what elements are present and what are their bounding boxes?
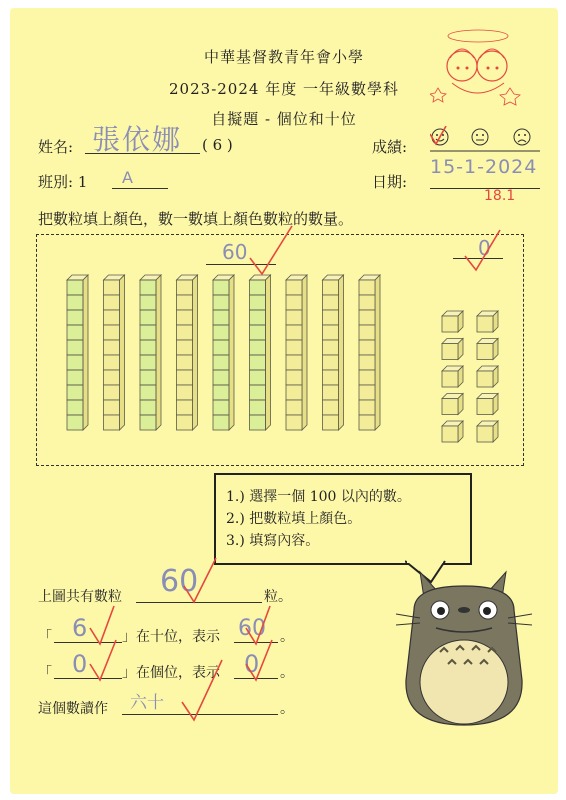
unit-cell	[359, 295, 375, 310]
unit-cube	[442, 339, 463, 360]
unit-cell	[250, 310, 266, 325]
q3-open: 「	[38, 665, 52, 681]
tens-rod	[104, 275, 125, 430]
unit-cell	[250, 385, 266, 400]
unit-cube-face	[477, 316, 493, 332]
q2-value: 60	[238, 616, 266, 641]
unit-cell	[104, 280, 120, 295]
unit-cell	[140, 310, 156, 325]
unit-cell	[177, 370, 193, 385]
step-3: 3.) 填寫內容。	[226, 533, 320, 549]
teacher-date: 18.1	[484, 188, 516, 204]
unit-cell	[213, 295, 229, 310]
q3-value: 0	[244, 650, 260, 678]
unit-cell	[140, 325, 156, 340]
unit-cell	[104, 415, 120, 430]
unit-cell	[213, 385, 229, 400]
date-value: 15-1-2024	[430, 156, 538, 178]
check-mark	[250, 226, 292, 274]
date-label: 日期:	[372, 173, 408, 191]
unit-cell	[104, 355, 120, 370]
unit-cell	[177, 280, 193, 295]
unit-cell	[286, 295, 302, 310]
unit-cell	[140, 415, 156, 430]
unit-cube-face	[442, 426, 458, 442]
unit-cell	[286, 310, 302, 325]
tens-rod	[359, 275, 380, 430]
unit-cube-face	[477, 399, 493, 415]
unit-cube-face	[442, 399, 458, 415]
instruction-text: 把數粒填上顏色，數一數填上顏色數粒的數量。	[38, 210, 354, 228]
unit-cell	[323, 295, 339, 310]
unit-cell	[286, 400, 302, 415]
unit-cell	[177, 355, 193, 370]
unit-cell	[213, 415, 229, 430]
unit-cell	[140, 400, 156, 415]
name-label: 姓名:	[38, 138, 74, 156]
unit-cube-face	[442, 316, 458, 332]
step-1: 1.) 選擇一個 100 以內的數。	[226, 489, 411, 505]
unit-cube	[477, 421, 498, 442]
unit-cell	[323, 340, 339, 355]
unit-cell	[250, 280, 266, 295]
q4-prefix: 這個數讀作	[38, 701, 108, 717]
unit-cell	[213, 340, 229, 355]
unit-cell	[104, 310, 120, 325]
unit-cell	[323, 385, 339, 400]
unit-cell	[213, 325, 229, 340]
unit-cell	[177, 415, 193, 430]
unit-cell	[67, 295, 83, 310]
unit-cube	[477, 394, 498, 415]
grade-label: 成績:	[372, 138, 408, 156]
unit-cell	[67, 370, 83, 385]
unit-cell	[140, 355, 156, 370]
unit-cell	[67, 340, 83, 355]
unit-cell	[104, 385, 120, 400]
class-value: A	[122, 168, 133, 187]
unit-cell	[104, 295, 120, 310]
unit-cell	[286, 280, 302, 295]
unit-cell	[104, 325, 120, 340]
unit-cell	[323, 400, 339, 415]
unit-cell	[286, 355, 302, 370]
unit-cube-face	[442, 371, 458, 387]
tens-rod	[286, 275, 307, 430]
q3-answer: 0	[72, 650, 88, 678]
q2-mid: 」在十位，表示	[122, 629, 220, 645]
unit-cell	[67, 310, 83, 325]
unit-cell	[140, 370, 156, 385]
unit-cell	[323, 325, 339, 340]
unit-cell	[323, 370, 339, 385]
unit-cell	[140, 280, 156, 295]
unit-cell	[140, 385, 156, 400]
tens-answer: 60	[222, 240, 248, 264]
unit-cube	[442, 421, 463, 442]
unit-cell	[104, 340, 120, 355]
unit-cell	[250, 415, 266, 430]
check-mark	[465, 230, 500, 270]
unit-cell	[286, 325, 302, 340]
unit-cell	[140, 295, 156, 310]
unit-cube	[477, 339, 498, 360]
unit-cube	[442, 311, 463, 332]
unit-cell	[67, 400, 83, 415]
unit-cell	[359, 370, 375, 385]
q4-suffix: 。	[280, 701, 294, 717]
unit-cell	[250, 355, 266, 370]
unit-cube-face	[477, 426, 493, 442]
unit-cell	[177, 385, 193, 400]
step-2: 2.) 把數粒填上顏色。	[226, 511, 362, 527]
unit-cube	[477, 366, 498, 387]
tens-rod	[177, 275, 198, 430]
unit-cell	[359, 310, 375, 325]
unit-cell	[323, 280, 339, 295]
tens-rod	[67, 275, 88, 430]
unit-cell	[104, 370, 120, 385]
ones-answer: 0	[478, 236, 491, 260]
class-number-text: ( 6 )	[202, 136, 233, 154]
unit-cell	[177, 295, 193, 310]
unit-cell	[359, 385, 375, 400]
unit-cell	[250, 370, 266, 385]
q2-open: 「	[38, 629, 52, 645]
unit-cube	[442, 366, 463, 387]
unit-cell	[250, 340, 266, 355]
unit-cell	[286, 340, 302, 355]
unit-cell	[213, 400, 229, 415]
unit-cell	[177, 325, 193, 340]
unit-cell	[323, 415, 339, 430]
totoro-illustration	[384, 570, 544, 730]
q1-answer: 60	[160, 564, 199, 599]
q2-suffix: 。	[280, 629, 294, 645]
unit-cell	[250, 295, 266, 310]
unit-cell	[177, 340, 193, 355]
unit-cube-face	[442, 344, 458, 360]
unit-cell	[213, 355, 229, 370]
unit-cell	[359, 355, 375, 370]
unit-cell	[323, 310, 339, 325]
unit-cell	[213, 370, 229, 385]
unit-cube	[442, 394, 463, 415]
unit-cell	[177, 310, 193, 325]
unit-cell	[286, 370, 302, 385]
unit-cell	[359, 415, 375, 430]
tens-rod	[140, 275, 161, 430]
unit-cell	[250, 325, 266, 340]
unit-cell	[140, 340, 156, 355]
q3-mid: 」在個位，表示	[122, 665, 220, 681]
unit-cell	[67, 280, 83, 295]
base-ten-blocks	[10, 8, 558, 478]
unit-cell	[67, 385, 83, 400]
tens-rod	[250, 275, 271, 430]
unit-cell	[67, 325, 83, 340]
unit-cell	[67, 355, 83, 370]
unit-cell	[286, 385, 302, 400]
year-subject: 2023-2024 年度 一年級數學科	[169, 80, 399, 98]
unit-cube-face	[477, 371, 493, 387]
unit-cell	[213, 310, 229, 325]
unit-cell	[104, 400, 120, 415]
worksheet-topic: 自擬題 - 個位和十位	[211, 110, 357, 128]
unit-cell	[67, 415, 83, 430]
name-value: 張依娜	[92, 123, 183, 156]
q1-check-mark	[180, 556, 220, 606]
unit-cell	[359, 340, 375, 355]
q2-answer: 6	[72, 614, 88, 642]
class-label: 班別: 1	[38, 173, 88, 191]
worksheet-page	[10, 8, 558, 794]
q3-suffix: 。	[280, 665, 294, 681]
q4-check-mark	[178, 658, 228, 722]
unit-cell	[359, 325, 375, 340]
q1-prefix: 上圖共有數粒	[38, 589, 122, 605]
tens-rod	[213, 275, 234, 430]
unit-cell	[323, 355, 339, 370]
unit-cube	[477, 311, 498, 332]
unit-cell	[177, 400, 193, 415]
unit-cell	[286, 415, 302, 430]
unit-cell	[359, 400, 375, 415]
unit-cell	[359, 280, 375, 295]
unit-cell	[250, 400, 266, 415]
tens-rod	[323, 275, 344, 430]
school-name: 中華基督教青年會小學	[203, 48, 364, 66]
unit-cell	[213, 280, 229, 295]
q1-suffix: 粒。	[264, 589, 292, 605]
unit-cube-face	[477, 344, 493, 360]
q4-answer: 六十	[130, 693, 164, 713]
